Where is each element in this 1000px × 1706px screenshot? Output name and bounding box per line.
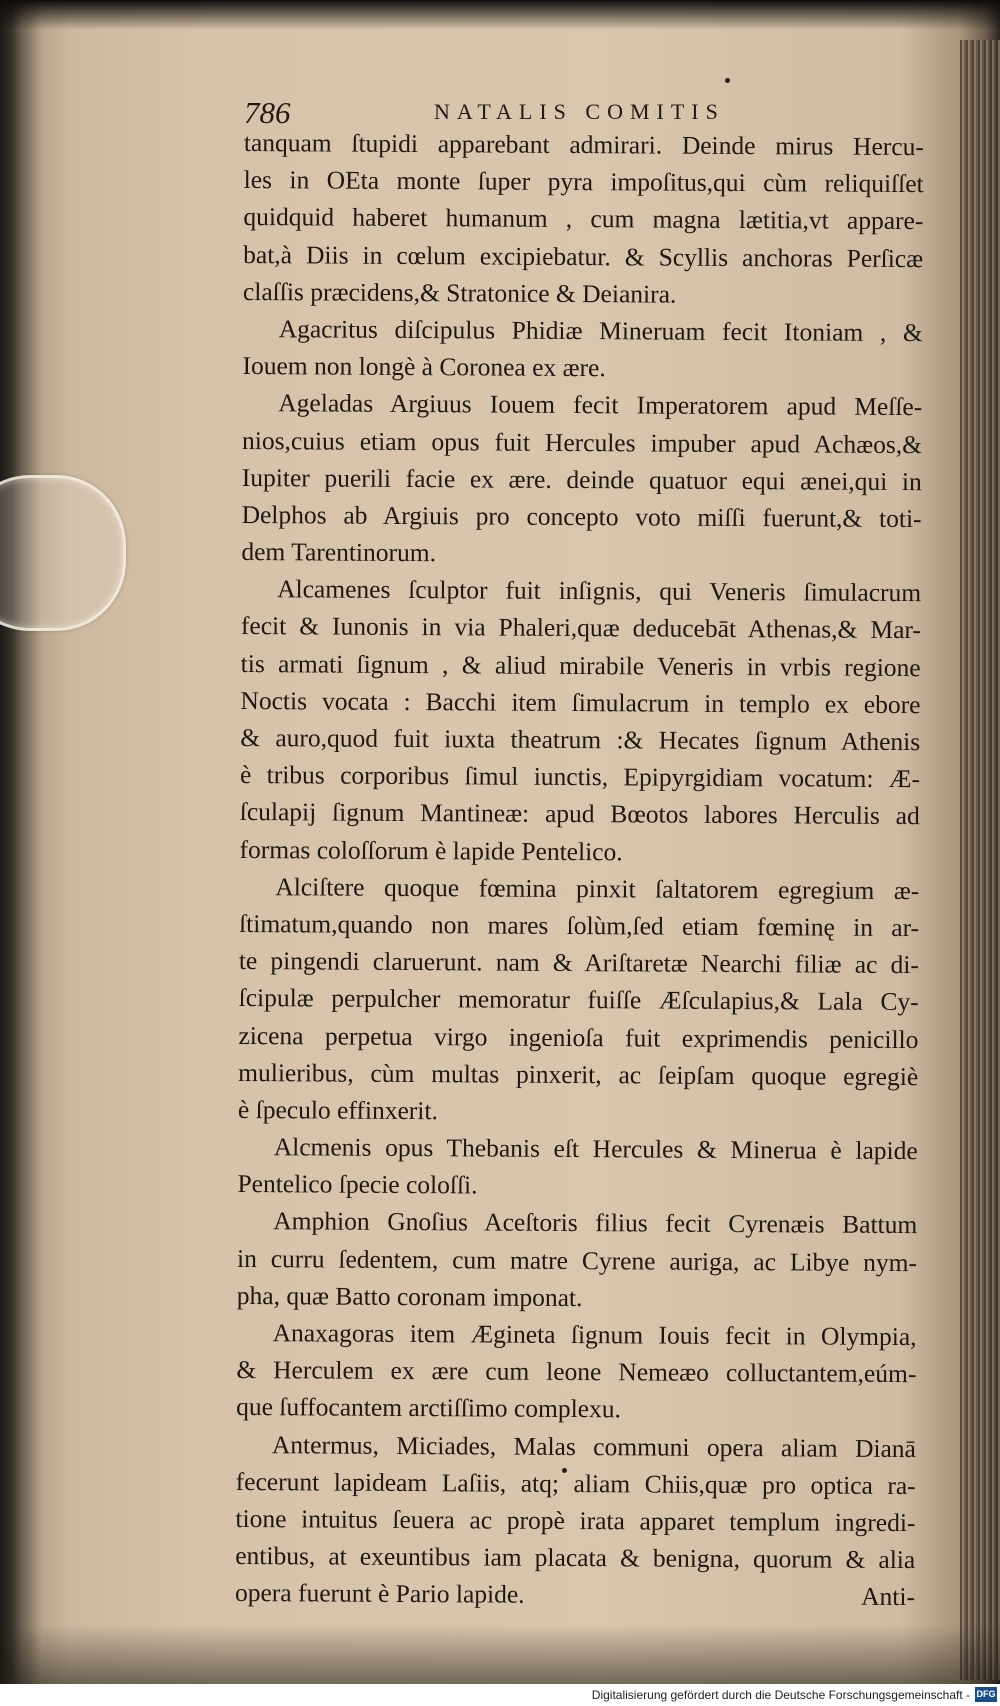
paragraph — [237, 1128, 917, 1207]
text-line: Iouem non longè à Coronea ex ære. — [242, 351, 606, 383]
text-line: formas coloſſorum è lapide Pentelico. — [239, 834, 623, 866]
text-line: que ſuffocantem arctiſſimo complexu. — [236, 1392, 621, 1424]
text-line: Alcamenes ſculptor fuit inſignis, qui Veneris ſimulacrum — [277, 574, 922, 608]
dfg-logo: DFG — [975, 1687, 997, 1702]
bottom-shadow — [0, 1624, 1000, 1684]
text-line: entibus, at exeuntibus iam placata & benigna, quorum & alia — [235, 1541, 916, 1575]
paragraph — [236, 1314, 917, 1430]
footer-credit: Digitalisierung gefördert durch die Deutsche Forschungsgemeinschaft - — [591, 1688, 970, 1702]
text-line: è tribus corporibus ſimul iunctis, Epipyrgidiam vocatum: Æ- — [239, 760, 921, 794]
running-head: NATALIS COMITIS — [434, 99, 725, 124]
text-line: Ageladas Argiuus Iouem fecit Imperatorem apud Meſſe- — [278, 388, 923, 422]
text-line: in curru ſedentem, cum matre Cyrene auriga, ac Libye nym- — [236, 1243, 918, 1277]
text-line: claſſis præcidens,& Stratonice & Deianira. — [242, 276, 677, 309]
text-line: nios,cuius etiam opus fuit Hercules impuber apud Achæos,& — [241, 425, 923, 459]
catchword: Anti- — [861, 1582, 916, 1612]
text-line: tis armati ſignum , & aliud mirabile Veneris in vrbis regione — [240, 648, 921, 682]
text-line: ſcipulæ perpulcher memoratur fuiſſe Æſculapius,& Lala Cy- — [238, 983, 919, 1017]
text-line: quidquid haberet humanum , cum magna lætitia,vt appare- — [243, 202, 924, 236]
paragraph — [238, 868, 920, 1132]
paragraph — [243, 124, 924, 314]
text-line: tione intuitus ſeuera ac propè irata apparet templum ingredi- — [235, 1503, 916, 1538]
text-line: Amphion Gnoſius Aceſtoris filius fecit Cyrenæis Battum — [273, 1206, 918, 1240]
binding-clasp — [0, 475, 126, 631]
text-line: è ſpeculo effinxerit. — [237, 1094, 438, 1126]
paragraph — [241, 384, 922, 574]
text-line: opera fuerunt è Pario lapide. — [234, 1578, 525, 1610]
text-line: mulieribus, cùm multas pinxerit, ac ſeipſam quoque egregiè — [238, 1057, 919, 1091]
text-line: les in OEta monte ſuper pyra impoſitus,qui cùm reliquiſſet — [243, 165, 924, 199]
text-line: fecerunt lapideam Laſiis, atq; aliam Chiis,quæ pro optica ra- — [235, 1466, 916, 1500]
paragraph — [239, 570, 921, 872]
text-line: & auro,quod fuit iuxta theatrum :& Hecates ſignum Athenis — [240, 722, 921, 757]
body-text — [235, 124, 924, 1616]
text-line: Noctis vocata : Bacchi item ſimulacrum in templo ex ebore — [240, 685, 921, 719]
text-line: tanquam ſtupidi apparebant admirari. Deinde mirus Hercu- — [243, 127, 924, 162]
text-line: Delphos ab Argiuis pro concepto voto miſſi fuerunt,& toti- — [241, 499, 922, 534]
page-number: 786 — [244, 95, 291, 130]
text-line: Anaxagoras item Ægineta ſignum Iouis fecit in Olympia, — [272, 1318, 917, 1352]
text-line: ſtimatum,quando non mares ſolùm,ſed etiam fœminę in ar- — [239, 908, 920, 943]
text-line: Pentelico ſpecie coloſſi. — [237, 1169, 478, 1200]
text-line: bat,à Diis in cœlum excipiebatur. & Scyllis anchoras Perſicæ — [243, 239, 924, 273]
paragraph — [242, 310, 922, 389]
text-line: & Herculem ex ære cum leone Nemeæo colluctantem,eúm- — [236, 1355, 917, 1389]
ink-speck — [725, 78, 730, 83]
text-line: Antermus, Miciades, Malas communi opera aliam Dianā — [271, 1429, 917, 1463]
text-line: Iupiter puerili facie ex ære. deinde quatuor equi ænei,qui in — [241, 462, 922, 496]
text-line: te pingendi claruerunt. nam & Ariſtaretæ Nearchi filiæ ac di- — [238, 946, 919, 980]
text-line: Agacritus diſcipulus Phidiæ Mineruam fecit Itoniam , & — [278, 314, 923, 348]
text-line: zicena perpetua virgo ingenioſa fuit exprimendis penicillo — [238, 1020, 919, 1054]
top-shadow — [0, 0, 1000, 30]
text-line: Alcmenis opus Thebanis eſt Hercules & Minerua è lapide — [273, 1132, 918, 1166]
page-edges — [960, 40, 1000, 1680]
paragraph — [237, 1202, 918, 1318]
text-line: dem Tarentinorum. — [241, 537, 437, 568]
digitization-footer — [0, 1684, 1000, 1706]
text-line: fecit & Iunonis in via Phaleri,quæ deducebāt Athenas,& Mar- — [240, 611, 922, 645]
text-line: Alciſtere quoque fœmina pinxit ſaltatorem egregium æ- — [275, 871, 920, 905]
text-line: ſculapij ſignum Mantineæ: apud Bœotos labores Herculis ad — [239, 797, 920, 831]
text-line: pha, quæ Batto coronam imponat. — [236, 1280, 583, 1312]
